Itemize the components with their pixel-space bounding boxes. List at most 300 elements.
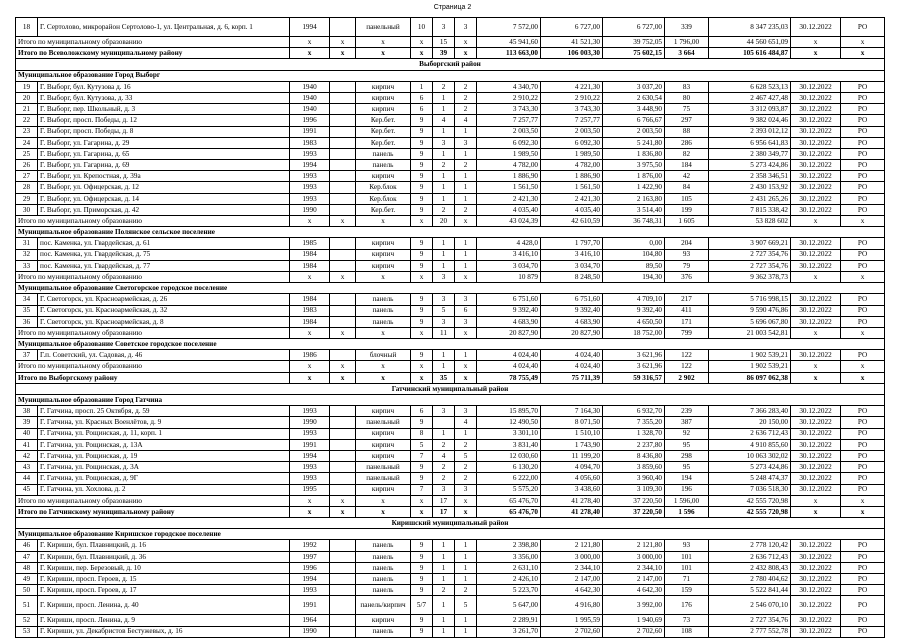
table-cell: 4 642,30 [541,585,603,596]
table-row [16,182,885,193]
table-cell: Г. Гатчина, ул. Рощинская, д. 11, корп. 1 [38,428,290,439]
table-row [16,104,885,115]
table-cell: 42 [665,171,709,182]
table-cell [330,473,356,484]
table-cell: 1993 [290,148,330,159]
table-cell: 30.12.2022 [791,473,841,484]
table-cell: 37 220,50 [603,495,665,506]
table-cell: 30.12.2022 [791,350,841,361]
table-cell: x [411,495,433,506]
table-cell: 1 989,50 [477,148,541,159]
table-cell: 50 [16,585,38,596]
table-cell: Кер.блок [356,193,411,204]
table-cell: 1983 [290,137,330,148]
table-cell: 1 886,90 [477,171,541,182]
district-title: Киришский муниципальный район [16,518,885,529]
table-cell: кирпич [356,81,411,92]
table-cell: 2 003,50 [477,126,541,137]
table-cell: 30.12.2022 [791,439,841,450]
table-row [16,406,885,417]
table-cell: x [791,495,841,506]
table-cell: x [841,506,885,517]
table-cell: 9 [411,126,433,137]
table-cell: 9 382 024,46 [709,115,791,126]
table-cell: РО [841,350,885,361]
table-cell: 1940 [290,81,330,92]
table-cell: x [791,327,841,338]
table-cell: 1 902 539,21 [709,350,791,361]
table-cell [330,574,356,585]
table-cell: пос. Каменка, ул. Гвардейская, д. 75 [38,249,290,260]
table-cell: РО [841,104,885,115]
table-cell: РО [841,238,885,249]
table-cell: x [356,495,411,506]
table-cell: 1 [455,574,477,585]
table-cell: 9 [411,462,433,473]
table-cell: 30.12.2022 [791,450,841,461]
table-cell: 2 [455,92,477,103]
table-cell: 2 910,22 [477,92,541,103]
table-cell [330,450,356,461]
table-cell: Г. Сертолово, микрорайон Сертолово-1, ул. Центральная, д. 6, корп. 1 [38,18,290,37]
table-cell: x [411,216,433,227]
table-row [16,294,885,305]
municipality-header-row [16,339,885,350]
table-cell: 9 [411,171,433,182]
table-cell: 75 602,15 [603,48,665,59]
table-cell: 3 109,30 [603,484,665,495]
table-cell: 7 257,77 [541,115,603,126]
table-cell: x [330,216,356,227]
table-cell: 45 [16,484,38,495]
table-cell: 3 416,10 [541,249,603,260]
table-cell: РО [841,417,885,428]
table-cell [330,115,356,126]
table-cell: 47 [16,551,38,562]
table-cell: 339 [665,18,709,37]
total-label: Итого по Всеволожскому муниципальному району [16,48,290,59]
table-cell: 3 261,70 [477,626,541,637]
table-cell: 2 393 012,12 [709,126,791,137]
table-cell: РО [841,171,885,182]
table-cell: x [356,37,411,48]
table-cell: 6 956 641,83 [709,137,791,148]
table-cell: 2 [455,104,477,115]
table-cell: 30.12.2022 [791,126,841,137]
table-cell: Г. Кириши, просп. Героев, д. 17 [38,585,290,596]
table-cell: 2 421,30 [541,193,603,204]
table-cell: 2 [433,204,455,215]
table-cell: x [841,327,885,338]
table-cell: 176 [665,596,709,615]
table-cell: x [791,506,841,517]
table-cell: 3 [455,18,477,37]
table-cell: Г. Кириши, ул. Декабристов Бестужевых, д. 16 [38,626,290,637]
table-cell: 48 [16,562,38,573]
table-cell: x [290,506,330,517]
table-cell: 194 [665,473,709,484]
municipality-header-row [16,70,885,81]
table-cell: x [455,271,477,282]
total-label: Итого по муниципальному образованию [16,327,290,338]
table-cell: 39 752,05 [603,37,665,48]
table-cell: 108 [665,626,709,637]
municipality-title: Муниципальное образование Киришское городское поселение [16,529,885,540]
table-cell: x [290,495,330,506]
table-cell: РО [841,596,885,615]
table-cell: пос. Каменка, ул. Гвардейская, д. 61 [38,238,290,249]
table-cell: 9 [411,540,433,551]
table-cell: 1990 [290,626,330,637]
table-cell: 3 [433,484,455,495]
table-cell: 1 [433,260,455,271]
table-cell: 30.12.2022 [791,148,841,159]
table-cell: 105 [665,193,709,204]
table-cell: 15 895,70 [477,406,541,417]
table-cell: 44 560 651,09 [709,37,791,48]
table-cell: 411 [665,305,709,316]
table-cell: кирпич [356,439,411,450]
table-row [16,428,885,439]
table-cell: 1993 [290,473,330,484]
table-cell: 7 [411,450,433,461]
table-cell: 92 [665,428,709,439]
table-cell: 1 561,50 [541,182,603,193]
table-cell: 93 [665,540,709,551]
table-cell: 5 [455,596,477,615]
table-cell: РО [841,462,885,473]
table-cell: 20 [16,92,38,103]
table-cell: 30.12.2022 [791,81,841,92]
table-cell: 387 [665,417,709,428]
table-cell: 3 [455,406,477,417]
table-cell: 2 358 346,51 [709,171,791,182]
table-cell: 6 [411,406,433,417]
table-cell: 1994 [290,450,330,461]
table-cell: 5 223,70 [477,585,541,596]
municipality-total-row [16,216,885,227]
table-cell: 3 [433,137,455,148]
table-cell: 1984 [290,316,330,327]
table-cell: 1 596 [665,506,709,517]
table-cell: 4 024,40 [477,361,541,372]
table-cell: x [356,48,411,59]
table-cell: 30.12.2022 [791,585,841,596]
table-cell: 30.12.2022 [791,137,841,148]
table-cell: РО [841,574,885,585]
table-cell: 5 647,00 [477,596,541,615]
table-cell: x [330,372,356,383]
table-cell: x [290,372,330,383]
table-cell: Г. Выборг, бул. Кутузова, д. 33 [38,92,290,103]
table-cell: панельный [356,473,411,484]
table-row [16,540,885,551]
table-cell [330,81,356,92]
table-cell: панель [356,551,411,562]
table-cell: РО [841,439,885,450]
table-cell: x [841,495,885,506]
table-cell: кирпич [356,406,411,417]
table-cell: 2 237,80 [603,439,665,450]
table-cell: Г. Выборг, ул. Офицерская, д. 12 [38,182,290,193]
table-cell [433,417,455,428]
table-cell [330,160,356,171]
table-cell: 2 902 [665,372,709,383]
table-cell: x [791,372,841,383]
table-cell: Г. Выборг, ул. Гагарина, д. 65 [38,148,290,159]
table-cell: 3 034,70 [477,260,541,271]
table-cell: x [290,48,330,59]
table-cell: 122 [665,361,709,372]
table-cell: 41 521,30 [541,37,603,48]
table-cell: 1 [455,551,477,562]
table-cell: 6 727,00 [541,18,603,37]
table-row [16,137,885,148]
table-cell: 9 [411,115,433,126]
table-cell: 1985 [290,238,330,249]
page-header: Страница 2 [433,4,472,11]
table-cell: 298 [665,450,709,461]
table-cell: 30.12.2022 [791,574,841,585]
table-cell: 2 147,00 [541,574,603,585]
table-cell: x [330,361,356,372]
table-cell: Г. Выборг, ул. Приморская, д. 42 [38,204,290,215]
table-cell: x [791,361,841,372]
table-cell: Г.п. Советский, ул. Садовая, д. 46 [38,350,290,361]
table-cell: 9 [411,260,433,271]
table-cell [330,540,356,551]
table-cell: 1 [455,540,477,551]
table-cell: x [455,372,477,383]
table-cell: 1 [433,148,455,159]
table-cell: 3 743,30 [541,104,603,115]
table-cell: 5 273 424,86 [709,160,791,171]
table-cell: 1 [455,350,477,361]
table-cell: 1 510,10 [541,428,603,439]
total-label: Итого по муниципальному образованию [16,361,290,372]
table-cell: кирпич [356,450,411,461]
table-cell: 122 [665,350,709,361]
table-cell: 21 003 542,81 [709,327,791,338]
table-cell: 20 150,00 [709,417,791,428]
table-cell: РО [841,249,885,260]
table-body [16,18,885,638]
table-cell: Г. Гатчина, ул. Рощинская, д. 3А [38,462,290,473]
table-cell: 104,80 [603,249,665,260]
table-cell: x [290,327,330,338]
table-cell: 1 [433,171,455,182]
table-cell: 9 [411,551,433,562]
table-cell: панель [356,316,411,327]
table-cell: 9 392,40 [603,305,665,316]
table-cell: 1 940,69 [603,615,665,626]
table-cell: x [455,361,477,372]
table-cell: 44 [16,473,38,484]
table-cell: панельный [356,417,411,428]
table-cell: x [455,495,477,506]
district-header-row [16,518,885,529]
table-row [16,350,885,361]
table-cell: 8 436,80 [603,450,665,461]
table-cell: 1940 [290,104,330,115]
table-cell: 1 [433,562,455,573]
table-row [16,439,885,450]
table-cell: 9 [411,193,433,204]
table-cell: РО [841,540,885,551]
table-cell: 65 476,70 [477,506,541,517]
table-cell: Г. Светогорск, ул. Красноармейская, д. 8 [38,316,290,327]
table-row [16,585,885,596]
table-cell: 5 522 841,44 [709,585,791,596]
table-cell: 19 [16,81,38,92]
table-cell: 1 [433,238,455,249]
table-cell: 286 [665,137,709,148]
table-cell: панель [356,562,411,573]
table-cell: 9 [411,316,433,327]
table-cell [330,596,356,615]
table-cell: 35 [433,372,455,383]
table-cell: 2 [455,473,477,484]
table-cell: 30.12.2022 [791,484,841,495]
table-row [16,484,885,495]
table-cell: 1 [433,596,455,615]
table-cell: пос. Каменка, ул. Гвардейская, д. 77 [38,260,290,271]
table-cell: 1 [433,350,455,361]
table-cell: 3 514,40 [603,204,665,215]
table-cell: 4 642,30 [603,585,665,596]
table-cell: 2 [455,81,477,92]
table-cell: 1993 [290,585,330,596]
table-cell: 4 782,00 [477,160,541,171]
table-cell: 2 147,00 [603,574,665,585]
table-row [16,462,885,473]
table-cell: 2 [433,160,455,171]
municipality-total-row [16,327,885,338]
table-cell: 65 476,70 [477,495,541,506]
table-cell: 31 [16,238,38,249]
table-cell: 53 [16,626,38,637]
table-cell: 1 886,90 [541,171,603,182]
table-cell: 5 241,80 [603,137,665,148]
table-cell: 41 [16,439,38,450]
table-cell [330,92,356,103]
table-cell: 3 743,30 [477,104,541,115]
table-cell: 799 [665,327,709,338]
table-cell: 2 467 427,48 [709,92,791,103]
table-cell: 1994 [290,18,330,37]
table-cell: 3 [455,484,477,495]
table-cell: 30.12.2022 [791,294,841,305]
table-cell: 1 [433,540,455,551]
table-row [16,193,885,204]
table-cell: 1993 [290,462,330,473]
table-cell: 1991 [290,596,330,615]
table-row [16,204,885,215]
table-cell: 30.12.2022 [791,316,841,327]
table-cell: 30.12.2022 [791,104,841,115]
table-cell: 7 366 283,40 [709,406,791,417]
table-cell: 7 036 518,30 [709,484,791,495]
table-cell: 20 827,90 [477,327,541,338]
municipality-header-row [16,529,885,540]
table-cell [330,148,356,159]
table-cell: 38 [16,406,38,417]
table-cell: 1 [455,260,477,271]
table-cell: x [330,271,356,282]
table-cell: 5 [433,305,455,316]
table-cell: 6 727,00 [603,18,665,37]
table-cell: 30.12.2022 [791,238,841,249]
table-cell: 297 [665,115,709,126]
table-cell: x [455,37,477,48]
table-cell: 2 546 070,10 [709,596,791,615]
total-label: Итого по муниципальному образованию [16,37,290,48]
table-cell: 1 [455,193,477,204]
table-cell: 4 035,40 [477,204,541,215]
municipality-total-row [16,495,885,506]
table-cell: 113 663,00 [477,48,541,59]
table-cell: 18 752,00 [603,327,665,338]
table-cell: Г. Кириши, просп. Ленина, д. 40 [38,596,290,615]
table-cell: 7 815 338,42 [709,204,791,215]
table-cell [330,249,356,260]
table-cell: 1 [455,428,477,439]
table-cell: 84 [665,182,709,193]
table-cell: 9 [411,204,433,215]
table-cell: 6 932,70 [603,406,665,417]
table-cell: 1 [455,171,477,182]
table-cell: x [455,48,477,59]
table-cell: 52 [16,615,38,626]
table-cell: кирпич [356,171,411,182]
table-cell: кирпич [356,428,411,439]
table-cell: Г. Гатчина, ул. Красных Военлётов, д. 9 [38,417,290,428]
table-cell: РО [841,626,885,637]
table-cell: 2 430 153,92 [709,182,791,193]
table-row [16,417,885,428]
table-cell: 83 [665,81,709,92]
table-cell: 1 605 [665,216,709,227]
table-cell: 82 [665,148,709,159]
table-cell: 9 [411,574,433,585]
table-cell: РО [841,305,885,316]
table-cell: 3 000,00 [541,551,603,562]
municipality-total-row [16,271,885,282]
table-cell: 11 [433,327,455,338]
table-cell: x [290,37,330,48]
table-cell: 204 [665,238,709,249]
table-cell: 1994 [290,574,330,585]
table-cell: 2 636 712,43 [709,551,791,562]
table-cell: 30.12.2022 [791,551,841,562]
table-cell: 1 [411,81,433,92]
table-cell: x [356,216,411,227]
table-cell: 9 [411,294,433,305]
table-cell: 2 910,22 [541,92,603,103]
table-cell [330,260,356,271]
table-cell: 1 [433,104,455,115]
table-cell [330,551,356,562]
table-cell: x [330,327,356,338]
table-cell: 1 [455,626,477,637]
table-cell: 3 312 093,87 [709,104,791,115]
table-cell: 1983 [290,305,330,316]
table-cell: 4 782,00 [541,160,603,171]
table-cell: 10 879 [477,271,541,282]
table-cell: Г. Выборг, ул. Крепостная, д. 39а [38,171,290,182]
district-total-row [16,506,885,517]
table-cell: 30.12.2022 [791,615,841,626]
